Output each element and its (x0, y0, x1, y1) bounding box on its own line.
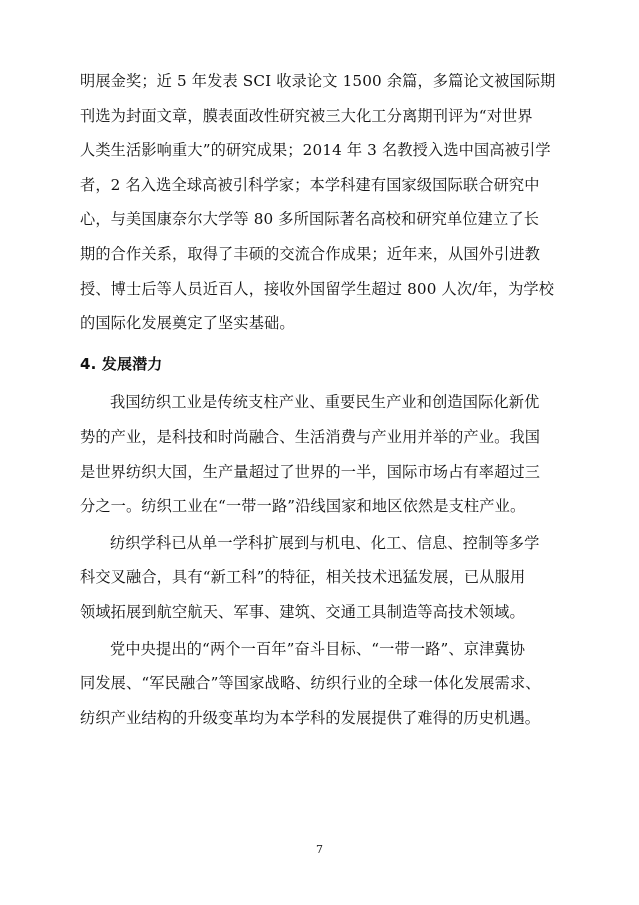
text-line: 势的产业，是科技和时尚融合、生活消费与产业用并举的产业。我国 (80, 427, 541, 446)
text-line: 人类生活影响重大”的研究成果；2014 年 3 名教授入选中国高被引学 (80, 141, 551, 160)
paragraph-textile-industry (80, 385, 560, 523)
paragraph-national-strategy (80, 632, 560, 736)
text-line: 授、博士后等人员近百人，接收外国留学生超过 800 人次/年，为学校 (80, 279, 555, 298)
text-line: 领域拓展到航空航天、军事、建筑、交通工具制造等高技术领域。 (80, 602, 525, 621)
document-body (80, 64, 560, 735)
text-line: 心，与美国康奈尔大学等 80 多所国际著名高校和研究单位建立了长 (80, 210, 540, 229)
text-line: 是世界纺织大国，生产量超过了世界的一半，国际市场占有率超过三 (80, 462, 541, 481)
section-heading: 4. 发展潜力 (80, 354, 163, 373)
paragraph-textile-discipline (80, 526, 560, 630)
text-line: 分之一。纺织工业在“一带一路”沿线国家和地区依然是支柱产业。 (80, 497, 526, 516)
page-number: 7 (316, 843, 323, 856)
text-line: 党中央提出的“两个一百年”奋斗目标、“一带一路”、京津冀协 (110, 639, 526, 658)
text-line: 我国纺织工业是传统支柱产业、重要民生产业和创造国际化新优 (110, 393, 540, 412)
text-line: 者，2 名入选全球高被引科学家；本学科建有国家级国际联合研究中 (80, 175, 540, 194)
text-line: 科交叉融合，具有“新工科”的特征，相关技术迅猛发展，已从服用 (80, 568, 526, 587)
text-line: 纺织产业结构的升级变革均为本学科的发展提供了难得的历史机遇。 (80, 708, 541, 727)
text-line: 纺织学科已从单一学科扩展到与机电、化工、信息、控制等多学 (110, 533, 540, 552)
text-line: 同发展、“军民融合”等国家战略、纺织行业的全球一体化发展需求、 (80, 674, 541, 693)
text-line: 的国际化发展奠定了坚实基础。 (80, 314, 295, 333)
paragraph-international-cooperation (80, 64, 560, 341)
text-line: 刊选为封面文章，膜表面改性研究被三大化工分离期刊评为“对世界 (80, 106, 533, 125)
text-line: 期的合作关系，取得了丰硕的交流合作成果；近年来，从国外引进教 (80, 244, 541, 263)
text-line: 明展金奖；近 5 年发表 SCI 收录论文 1500 余篇，多篇论文被国际期 (80, 72, 556, 90)
